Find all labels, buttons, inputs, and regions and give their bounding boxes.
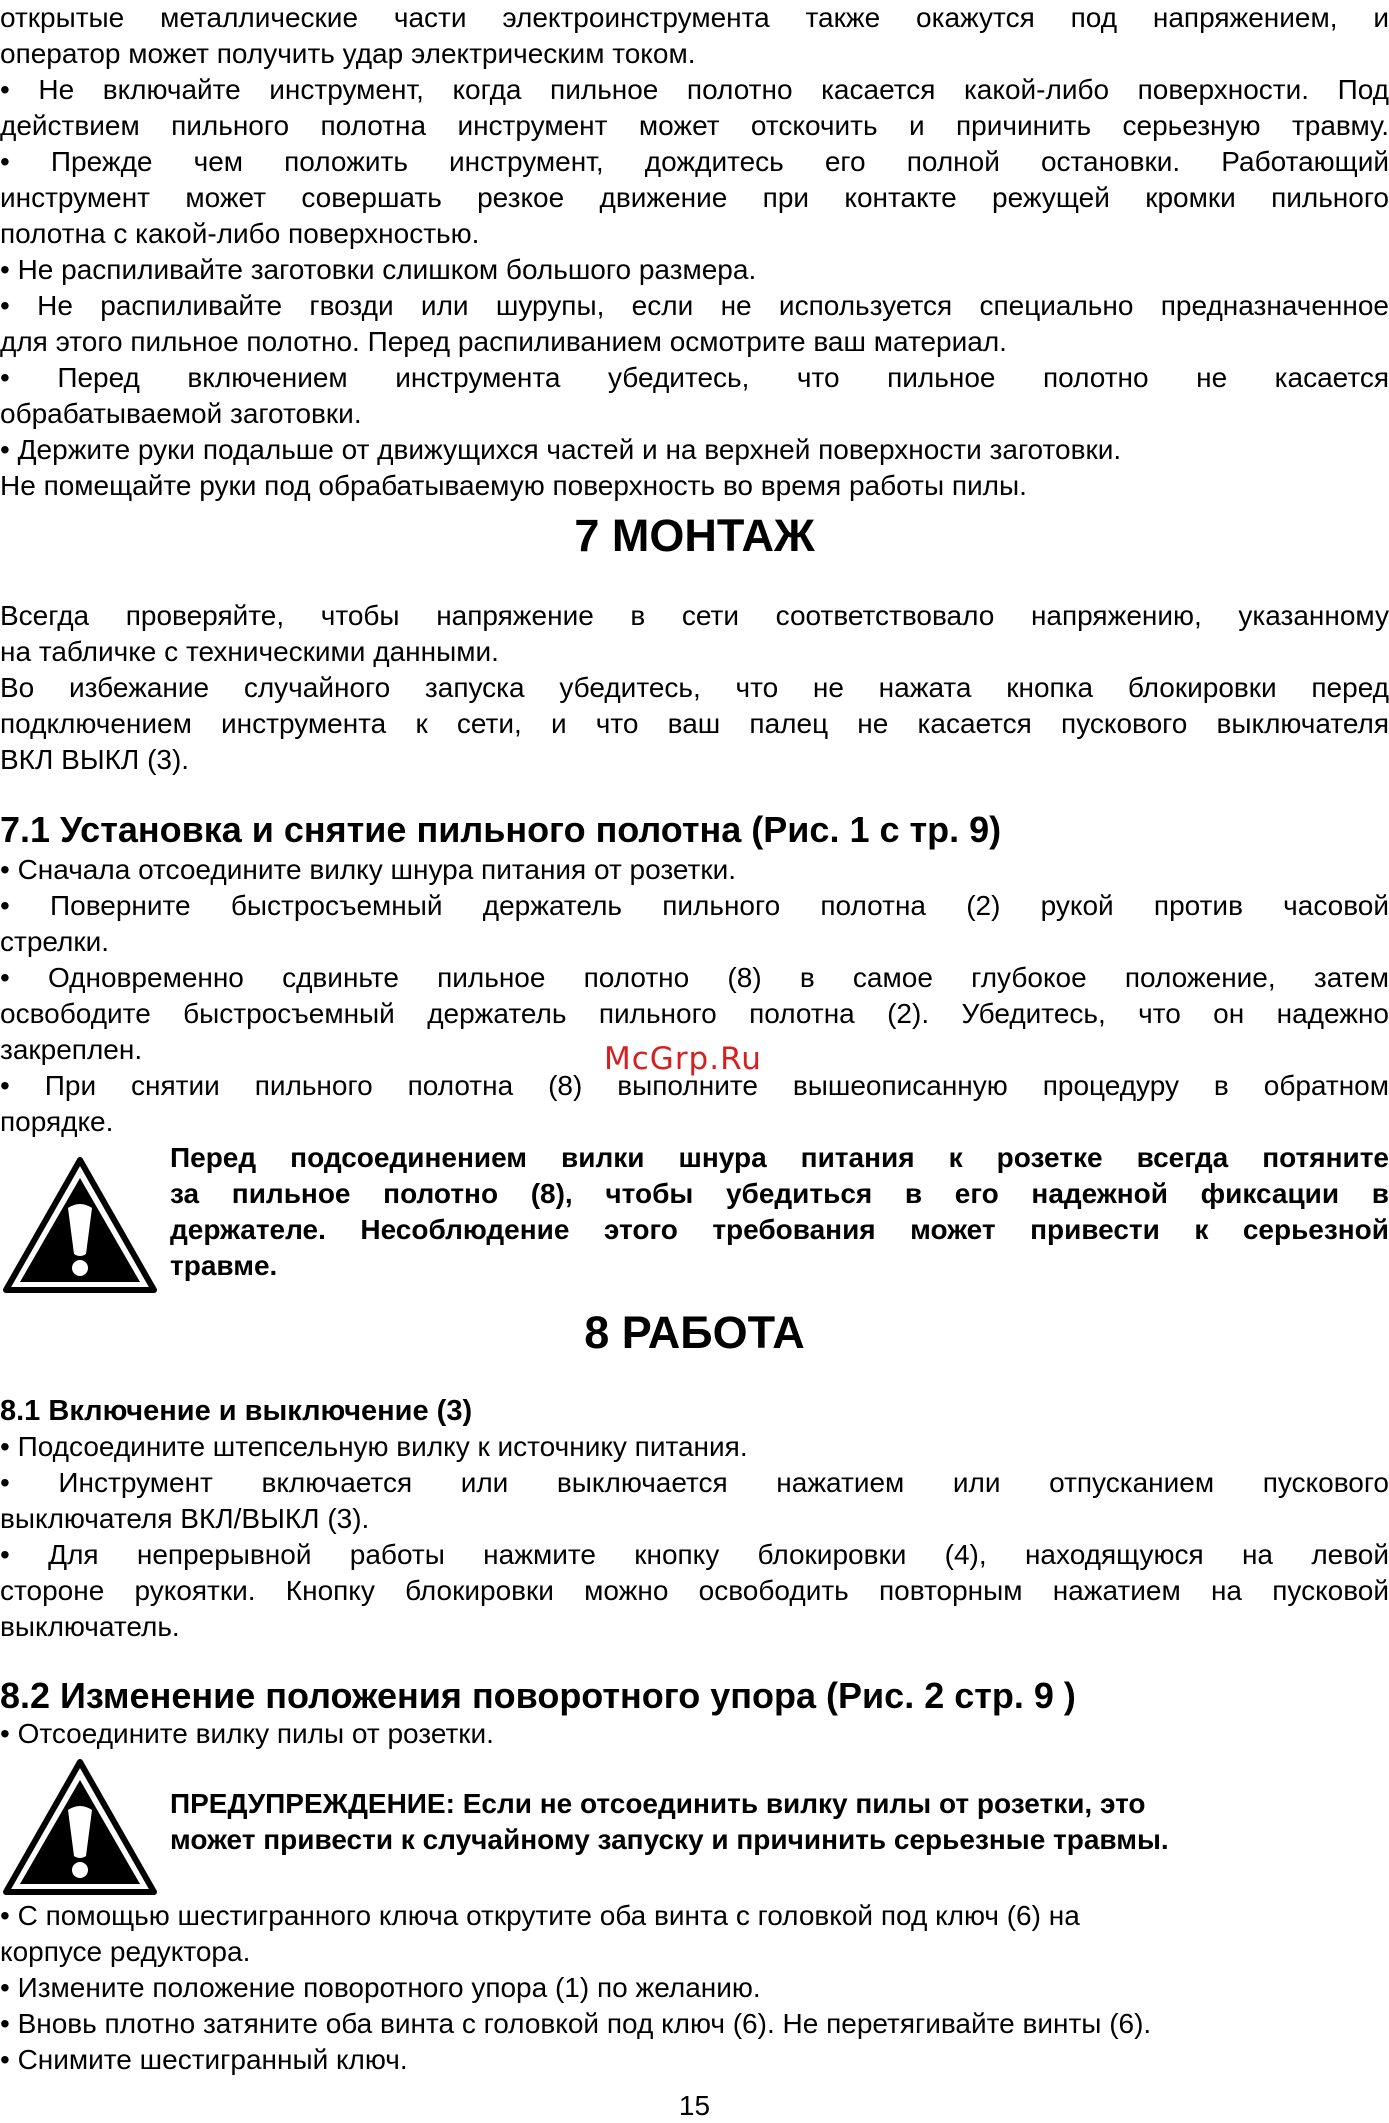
section-8-1-line: • Инструмент включается или выключается нажатием или отпусканием пускового (0, 1467, 1389, 1498)
section-7-body (0, 598, 1389, 778)
intro-line: • Перед включением инструмента убедитесь, что пильное полотно не касается (0, 362, 1389, 393)
section-7-line: подключением инструмента к сети, и что ваш палец не касается пускового выключателя (0, 708, 1389, 739)
warning-line: за пильное полотно (8), чтобы убедиться в его надежной фиксации в (170, 1178, 1389, 1209)
page-number: 15 (678, 2090, 711, 2121)
intro-line: оператор может получить удар электрическим током. (0, 38, 696, 69)
intro-text (0, 0, 1389, 504)
section-7-line: на табличке с техническими данными. (0, 636, 499, 667)
section-7-line: ВКЛ ВЫКЛ (3). (0, 744, 190, 775)
section-8-title: 8 РАБОТА (584, 1307, 805, 1358)
warning-line: ПРЕДУПРЕЖДЕНИЕ: Если не отсоединить вилку пилы от розетки, это (170, 1788, 1146, 1819)
intro-line: • Держите руки подальше от движущихся частей и на верхней поверхности заготовки. (0, 434, 1122, 465)
intro-line: • Не включайте инструмент, когда пильное полотно касается какой-либо поверхности. Под (0, 74, 1389, 105)
section-7-1-title: 7.1 Установка и снятие пильного полотна (Рис. 1 с тр. 9) (0, 809, 1002, 850)
intro-line: • Не распиливайте заготовки слишком большого размера. (0, 254, 757, 285)
section-8-2-intro (0, 1716, 1389, 1752)
section-7-1-heading-wrap (0, 808, 1389, 852)
warning-text-8-2 (170, 1786, 1389, 1858)
section-7-1-line: порядке. (0, 1106, 114, 1137)
section-8-1-heading-wrap (0, 1393, 1389, 1429)
section-7-1-body (0, 852, 1389, 1140)
section-8-1-line: • Для непрерывной работы нажмите кнопку блокировки (4), находящуюся на левой (0, 1539, 1389, 1570)
section-8-2-line: • Измените положение поворотного упора (1) по желанию. (0, 1972, 761, 2003)
section-7-1-line: • При снятии пильного полотна (8) выполните вышеописанную процедуру в обратном (0, 1070, 1389, 1101)
section-7-1-line: освободите быстросъемный держатель пильного полотна (2). Убедитесь, что он надежно (0, 998, 1389, 1029)
intro-line: инструмент может совершать резкое движение при контакте режущей кромки пильного (0, 182, 1389, 213)
section-8-2-title: 8.2 Изменение положения поворотного упора (Рис. 2 стр. 9 ) (0, 1675, 1076, 1716)
warning-triangle-icon (0, 1154, 160, 1303)
warning-line: травме. (170, 1250, 278, 1281)
section-8-2-line: • С помощью шестигранного ключа открутите оба винта с головкой под ключ (6) на (0, 1900, 1080, 1931)
section-7-1-line: • Одновременно сдвиньте пильное полотно (8) в самое глубокое положение, затем (0, 962, 1389, 993)
section-8-2-line: • Снимите шестигранный ключ. (0, 2044, 408, 2075)
intro-line: открытые металлические части электроинструмента также окажутся под напряжением, и (0, 2, 1389, 33)
warning-line: Перед подсоединением вилки шнура питания к розетке всегда потяните (170, 1142, 1389, 1173)
intro-line: для этого пильное полотно. Перед распиливанием осмотрите ваш материал. (0, 326, 1007, 357)
section-8-1-title: 8.1 Включение и выключение (3) (0, 1395, 473, 1427)
section-8-1-line: • Подсоедините штепсельную вилку к источнику питания. (0, 1431, 748, 1462)
section-7-line: Во избежание случайного запуска убедитесь, что не нажата кнопка блокировки перед (0, 672, 1389, 703)
section-8-1-body (0, 1429, 1389, 1645)
warning-line: может привести к случайному запуску и причинить серьезные травмы. (170, 1824, 1169, 1855)
section-7-line: Всегда проверяйте, чтобы напряжение в сети соответствовало напряжению, указанному (0, 600, 1389, 631)
warning-text-7-1 (170, 1140, 1389, 1284)
warning-block-8-2 (0, 1756, 1389, 1900)
section-7-1-line: • Поверните быстросъемный держатель пильного полотна (2) рукой против часовой (0, 890, 1389, 921)
warning-triangle-icon (0, 1756, 160, 1905)
section-7-1-line: стрелки. (0, 926, 110, 957)
section-7-1-line: • Сначала отсоедините вилку шнура питания от розетки. (0, 854, 737, 885)
section-8-heading-wrap (0, 1305, 1389, 1361)
section-8-2-line: • Отсоедините вилку пилы от розетки. (0, 1718, 494, 1749)
warning-block-7-1 (0, 1140, 1389, 1300)
section-8-1-line: выключатель. (0, 1611, 180, 1642)
section-8-2-line: • Вновь плотно затяните оба винта с головкой под ключ (6). Не перетягивайте винты (6). (0, 2008, 1152, 2039)
section-7-1-line: закреплен. (0, 1034, 143, 1065)
intro-line: • Не распиливайте гвозди или шурупы, если не используется специально предназначенное (0, 290, 1389, 321)
intro-line: обрабатываемой заготовки. (0, 398, 362, 429)
intro-line: действием пильного полотна инструмент может отскочить и причинить серьезную травму. (0, 110, 1389, 141)
warning-line: держателе. Несоблюдение этого требования может привести к серьезной (170, 1214, 1389, 1245)
intro-line: • Прежде чем положить инструмент, дождитесь его полной остановки. Работающий (0, 146, 1389, 177)
section-8-2-body (0, 1898, 1389, 2078)
intro-line: Не помещайте руки под обрабатываемую поверхность во время работы пилы. (0, 470, 1027, 501)
section-8-2-line: корпусе редуктора. (0, 1936, 251, 1967)
section-8-1-line: выключателя ВКЛ/ВЫКЛ (3). (0, 1503, 370, 1534)
section-8-1-line: стороне рукоятки. Кнопку блокировки можно освободить повторным нажатием на пусковой (0, 1575, 1389, 1606)
section-7-title: 7 МОНТАЖ (574, 510, 815, 561)
section-7-heading-wrap (0, 508, 1389, 564)
section-8-2-heading-wrap (0, 1674, 1389, 1718)
intro-line: полотна с какой-либо поверхностью. (0, 218, 480, 249)
watermark-text: McGrp.Ru (604, 1041, 762, 1077)
